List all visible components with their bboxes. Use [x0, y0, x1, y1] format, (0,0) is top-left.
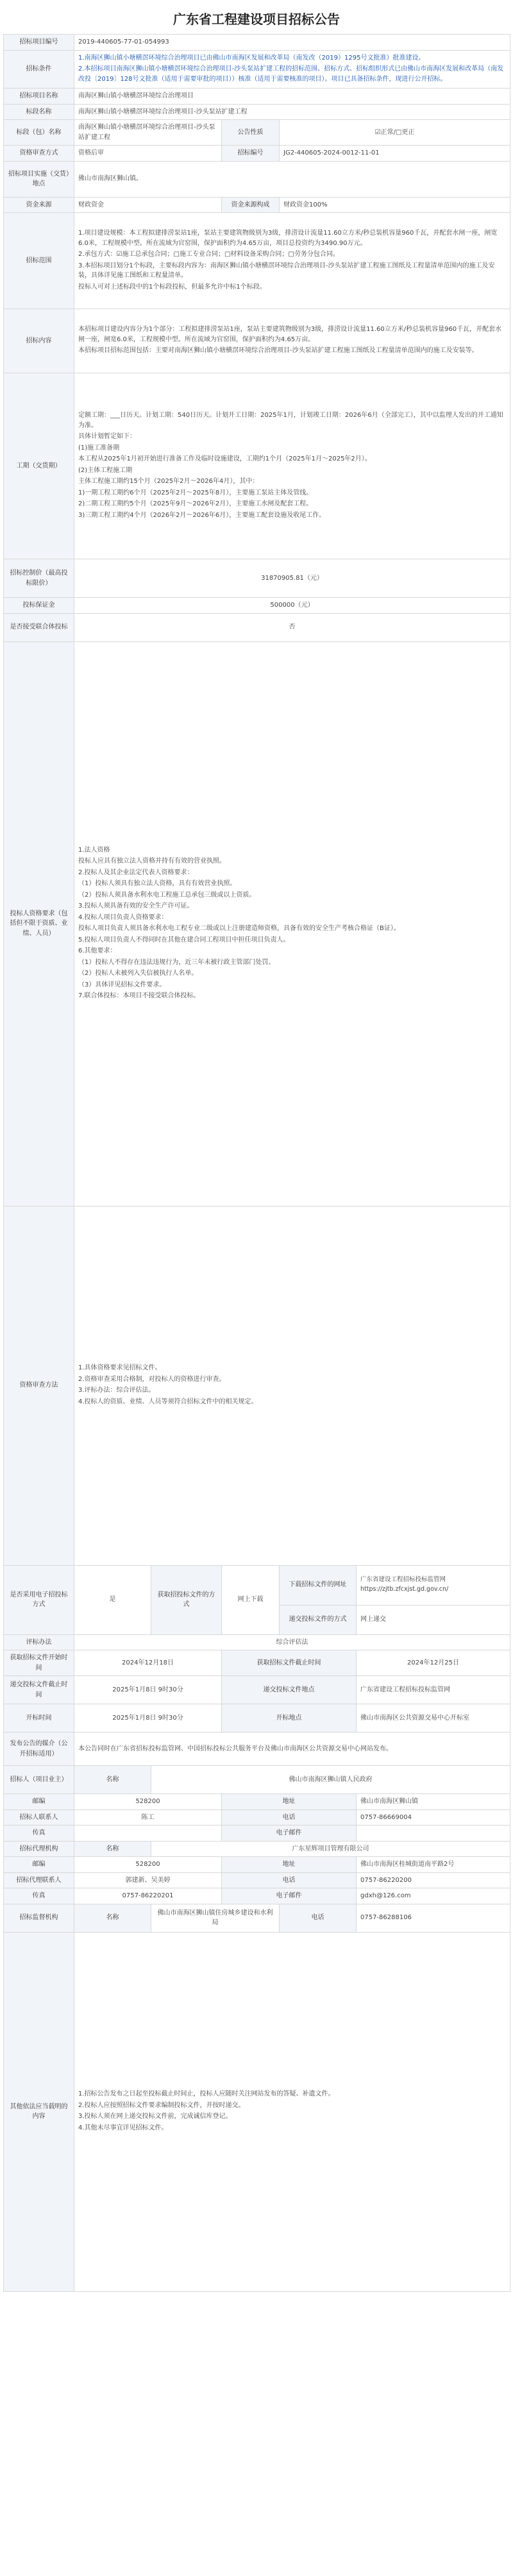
label: 邮编 — [4, 1794, 74, 1810]
value: 0757-86220200 — [357, 1872, 510, 1888]
label: 标段名称 — [4, 104, 74, 120]
value: 否 — [74, 613, 510, 641]
label: 传真 — [4, 1826, 74, 1842]
label: 获取招标文件开始时间 — [4, 1650, 74, 1676]
row-tenderer-name — [4, 1766, 510, 1794]
row-project-code — [4, 35, 510, 51]
value: 2025年1月8日 9时30分 — [74, 1676, 222, 1704]
method-text: 1.具体资格要求见招标文件。 2.资格审查采用合格制，对投标人的资格进行审查。 3.评标办法：综合评估法。 4.投标人的资质、业绩、人员等须符合招标文件中的相关规定。 — [74, 1206, 510, 1565]
label: 递交投标文件截止时间 — [4, 1676, 74, 1704]
row-consortium — [4, 613, 510, 641]
label: 招标项目编号 — [4, 35, 74, 51]
value: 财政资金100% — [280, 197, 510, 213]
announcement-table — [3, 34, 510, 2292]
label: 递交投标文件的方式 — [280, 1605, 357, 1634]
label: 电子邮件 — [222, 1888, 357, 1904]
label: 工期（交货期） — [4, 373, 74, 559]
label: 资格审查方法 — [4, 1206, 74, 1565]
value: 南海区狮山镇小塘横滘环境综合治理项目-沙头泵站扩建工程 — [74, 104, 510, 120]
scope-text: 1.项目建设规模：本工程拟建排涝泵站1座，泵站主要建筑物级别为3级，排涝设计流量11.60立方米/秒总装机容量960千瓦，并配套水闸一座，闸宽6.0米，工程规模中型。所在流域为官窑围，保护面积约为4.65万亩，项目总投资约为3490.90万元。 2.承包方式：☑施工总承包合同；□施工专业合同；□材料设备采购合同；□劳务分包合同。 3.本招标项目划分1个标段，主要标段内容为：南海区狮山镇小塘横滘环境综合治理项目-沙头泵站扩建工程施工图纸及工程量清单范围内的施工及安装，具体详见施工图纸和工程量清单。 投标人可对上述标段中的1个标段投标，但最多允许中标1个标段。 — [74, 213, 510, 309]
label: 电子邮件 — [222, 1826, 357, 1842]
page-title: 广东省工程建设项目招标公告 — [173, 12, 340, 27]
value: 0757-86220201 — [74, 1888, 222, 1904]
label: 招标项目名称 — [4, 89, 74, 105]
row-location — [4, 161, 510, 197]
label: 下载招标文件的网址 — [280, 1565, 357, 1605]
label: 招标控制价（最高投标限价） — [4, 559, 74, 598]
label: 资金来源 — [4, 197, 74, 213]
row-method — [4, 1206, 510, 1565]
value: 郭建新、吴美婷 — [74, 1872, 222, 1888]
value: 广东省建设工程招标投标监管网 — [357, 1676, 510, 1704]
row-tenderer-fax — [4, 1826, 510, 1842]
label: 电话 — [222, 1809, 357, 1826]
label: 电话 — [280, 1904, 357, 1932]
row-conditions — [4, 50, 510, 89]
label: 投标保证金 — [4, 598, 74, 614]
value: 佛山市南海区公共资源交易中心开标室 — [357, 1704, 510, 1733]
download-link[interactable]: 广东省建设工程招标投标监管网 https://zjtb.zfcxjst.gd.gov.cn/ — [357, 1565, 510, 1605]
value: JG2-440605-2024-0012-11-01 — [280, 146, 510, 162]
row-control-price — [4, 559, 510, 598]
value: 2019-440605-77-01-054993 — [74, 35, 510, 51]
row-fetch-times — [4, 1650, 510, 1676]
label: 招标范围 — [4, 213, 74, 309]
value: 南海区狮山镇小塘横滘环境综合治理项目-沙头泵站扩建工程 — [74, 120, 222, 146]
value: 佛山市南海区狮山镇住房城乡建设和水利局 — [151, 1904, 280, 1932]
value: 是 — [74, 1565, 151, 1634]
row-supervisor — [4, 1904, 510, 1932]
label: 招标项目实施（交货）地点 — [4, 161, 74, 197]
value: 综合评估法 — [74, 1634, 510, 1650]
label: 名称 — [74, 1841, 151, 1857]
row-section — [4, 120, 510, 146]
row-agent-fax — [4, 1888, 510, 1904]
row-bidder-req — [4, 641, 510, 1206]
label: 其他依法应当载明的内容 — [4, 1932, 74, 2291]
label: 招标代理机构 — [4, 1841, 74, 1857]
schedule-text: 定额工期：___日历天。计划工期：540日历天。计划开工日期：2025年1月，计划竣工日期：2026年6月（全部完工），其中以监理人发出的开工通知为准。 具体计划暂定如下： (1)施工准备期 本工程从2025年1月初开始进行准备工作及临时设施建设，工期约1个月（2025年1月～2025年2月）。 (2)主体工程施工期 主体工程施工期约15个月（2025年2月～2026年4月），其中： 1)一期工程工期约6个月（2025年2月～2025年8月），主要施工泵站主体及管线。 2)二期工程工期约5个月（2025年9月～2026年2月），主要施工水闸及配套工程。 3)三期工程工期约4个月（2026年2月～2026年6月），主要施工配套设施及收尾工作。 — [74, 373, 510, 559]
row-agent-contact — [4, 1872, 510, 1888]
value: 0757-86288106 — [357, 1904, 510, 1932]
row-e-bid — [4, 1565, 510, 1605]
label: 邮编 — [4, 1857, 74, 1873]
value: 500000（元） — [74, 598, 510, 614]
value: 2024年12月25日 — [357, 1650, 510, 1676]
label: 招标条件 — [4, 50, 74, 89]
row-deadline — [4, 1676, 510, 1704]
notes-text: 1.招标公告发布之日起至投标截止时间止，投标人应随时关注网站发布的答疑、补遗文件。 2.投标人应按照招标文件要求编制投标文件，并按时递交。 3.投标人须在网上递交投标文件前，完成诚信库登记。 4.其他未尽事宜详见招标文件。 — [74, 1932, 510, 2291]
label: 标段（包）名称 — [4, 120, 74, 146]
row-funding — [4, 197, 510, 213]
label: 开标时间 — [4, 1704, 74, 1733]
row-agent-post — [4, 1857, 510, 1873]
value: 陈工 — [74, 1809, 222, 1826]
label: 地址 — [222, 1857, 357, 1873]
value: 31870905.81（元） — [74, 559, 510, 598]
value: 佛山市南海区狮山镇。 — [74, 161, 510, 197]
conditions-text: 1.南海区狮山镇小塘横滘环境综合治理项目已由佛山市南海区发展和改革局（南发改（2019）1295号文批准）批准建设。 2.本招标项目南海区狮山镇小塘横滘环境综合治理项目-沙头泵站扩建工程的招标范围、招标方式、招标组织形式已由佛山市南海区发展和改革局（南发改投〔2019〕128号文批准（适用于需要审批的项目））核准（适用于需要核准的项目）。项目已具备招标条件，现进行公开招标。 — [74, 50, 510, 89]
label: 发布公告的媒介（公开招标适用） — [4, 1733, 74, 1766]
value: 0757-86669004 — [357, 1809, 510, 1826]
label: 招标监督机构 — [4, 1904, 74, 1932]
label: 递交投标文件地点 — [222, 1676, 357, 1704]
bidder-req-text: 1.法人资格 投标人应具有独立法人资格并持有有效的营业执照。 2.投标人及其企业法定代表人资格要求： （1）投标人须具有独立法人资格，具有有效营业执照。 （2）投标人须具备水利水电工程施工总承包三级或以上资质。 3.投标人须具备有效的安全生产许可证。 4.投标人项目负责人资格要求： 投标人项目负责人须具备水利水电工程专业二级或以上注册建造师资格，具备有效的安全生产考核合格证（B证）。 5.投标人项目负责人不得同时在其他在建合同工程项目中担任项目负责人。 6.其他要求： （1）投标人不得存在违法违规行为，近三年未被行政主管部门处罚。 （2）投标人未被列入失信被执行人名单。 （3）具体详见招标文件要求。 7.联合体投标：本项目不接受联合体投标。 — [74, 641, 510, 1206]
label: 开标地点 — [222, 1704, 357, 1733]
value: 网上递交 — [357, 1605, 510, 1634]
label: 公告性质 — [222, 120, 280, 146]
row-section-name — [4, 104, 510, 120]
value: 528200 — [74, 1857, 222, 1873]
row-scope — [4, 213, 510, 309]
row-schedule — [4, 373, 510, 559]
value: 2024年12月18日 — [74, 1650, 222, 1676]
row-open — [4, 1704, 510, 1733]
label: 获取招投标文件的方式 — [151, 1565, 222, 1634]
label: 是否接受联合体投标 — [4, 613, 74, 641]
value: 资格后审 — [74, 146, 222, 162]
value: 佛山市南海区桂城街道南平路2号 — [357, 1857, 510, 1873]
value: 佛山市南海区狮山镇人民政府 — [151, 1766, 510, 1794]
row-content — [4, 309, 510, 373]
label: 是否采用电子招投标方式 — [4, 1565, 74, 1634]
label: 招标人（项目业主） — [4, 1766, 74, 1794]
label: 名称 — [74, 1766, 151, 1794]
row-notes — [4, 1932, 510, 2291]
label: 地址 — [222, 1794, 357, 1810]
row-agent-name — [4, 1841, 510, 1857]
row-bond — [4, 598, 510, 614]
value: 本公告同时在广东省招标投标监管网、中国招标投标公共服务平台及佛山市南海区公共资源交易中心网站发布。 — [74, 1733, 510, 1766]
label: 招标编号 — [222, 146, 280, 162]
label: 资金来源构成 — [222, 197, 280, 213]
row-tenderer-contact — [4, 1809, 510, 1826]
value — [74, 1826, 222, 1842]
value: 南海区狮山镇小塘横滘环境综合治理项目 — [74, 89, 510, 105]
row-eval — [4, 1634, 510, 1650]
value: 佛山市南海区狮山镇 — [357, 1794, 510, 1810]
label: 投标人资格要求（包括但不限于资质、业绩、人员） — [4, 641, 74, 1206]
value: ☑正常/□更正 — [280, 120, 510, 146]
content-text: 本招标项目建设内容分为1个部分：工程拟建排涝泵站1座，泵站主要建筑物级别为3级，排涝设计流量11.60立方米/秒总装机容量960千瓦，并配套水闸一座，闸宽6.0米，工程规模中型。所在流域为官窑围，保护面积约为4.65万亩。 本招标项目招标范围包括：主要对南海区狮山镇小塘横滘环境综合治理项目-沙头泵站扩建工程施工图纸及工程量清单范围内的施工及安装等。 — [74, 309, 510, 373]
value: 财政资金 — [74, 197, 222, 213]
label: 名称 — [74, 1904, 151, 1932]
value: 网上下载 — [222, 1565, 280, 1634]
label: 获取招标文件截止时间 — [222, 1650, 357, 1676]
label: 传真 — [4, 1888, 74, 1904]
row-publish — [4, 1733, 510, 1766]
label: 资格审查方式 — [4, 146, 74, 162]
label: 招标内容 — [4, 309, 74, 373]
value: 2025年1月8日 9时30分 — [74, 1704, 222, 1733]
row-project-name — [4, 89, 510, 105]
label: 评标办法 — [4, 1634, 74, 1650]
row-tenderer-post — [4, 1794, 510, 1810]
value: 528200 — [74, 1794, 222, 1810]
value: 广东星辉项目管理有限公司 — [151, 1841, 510, 1857]
label: 招标代理联系人 — [4, 1872, 74, 1888]
value — [357, 1826, 510, 1842]
row-qualification — [4, 146, 510, 162]
label: 招标人联系人 — [4, 1809, 74, 1826]
value: gdxh@126.com — [357, 1888, 510, 1904]
label: 电话 — [222, 1872, 357, 1888]
